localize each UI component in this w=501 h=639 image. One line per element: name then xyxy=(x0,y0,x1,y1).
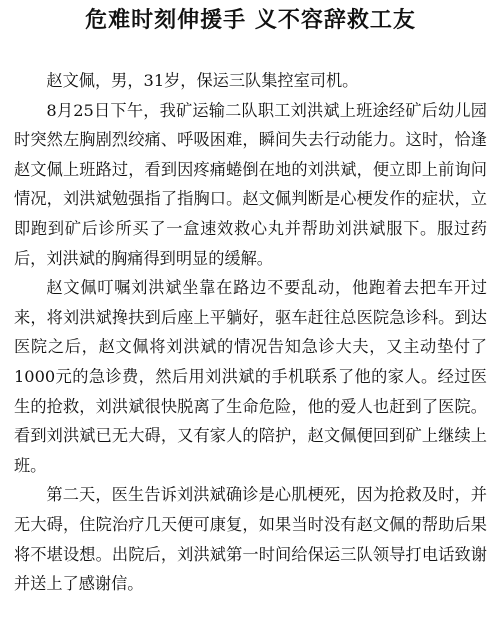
paragraph-intro: 赵文佩，男，31岁，保运三队集控室司机。 xyxy=(46,71,359,90)
paragraph-outcome: 第二天，医生告诉刘洪斌确诊是心肌梗死，因为抢救及时，并无大碍，住院治疗几天便可康复，如果当时没有赵文佩的帮助后果将不堪设想。出院后，刘洪斌第一时间给保运三队领导打电话致谢并送上了感谢信。 xyxy=(14,485,487,594)
document-title: 危难时刻伸援手 义不容辞救工友 xyxy=(85,8,416,33)
paragraph-rescue: 赵文佩叮嘱刘洪斌坐靠在路边不要乱动，他跑着去把车开过来，将刘洪斌搀扶到后座上平躺好，驱车赶往总医院急诊科。到达医院之后，赵文佩将刘洪斌的情况告知急诊大夫，又主动垫付了1000元的急诊费，然后用刘洪斌的手机联系了他的家人。经过医生的抢救，刘洪斌很快脱离了生命危险，他的爱人也赶到了医院。看到刘洪斌已无大碍，又有家人的陪护，赵文佩便回到矿上继续上班。 xyxy=(14,278,487,475)
paragraph-incident: 8月25日下午，我矿运输二队职工刘洪斌上班途经矿后幼儿园时突然左胸剧烈绞痛、呼吸困难，瞬间失去行动能力。这时，恰逢赵文佩上班路过，看到因疼痛蜷倒在地的刘洪斌，便立即上前询问情况，刘洪斌勉强指了指胸口。赵文佩判断是心梗发作的症状，立即跑到矿后诊所买了一盒速效救心丸并帮助刘洪斌服下。服过药后，刘洪斌的胸痛得到明显的缓解。 xyxy=(14,100,487,268)
